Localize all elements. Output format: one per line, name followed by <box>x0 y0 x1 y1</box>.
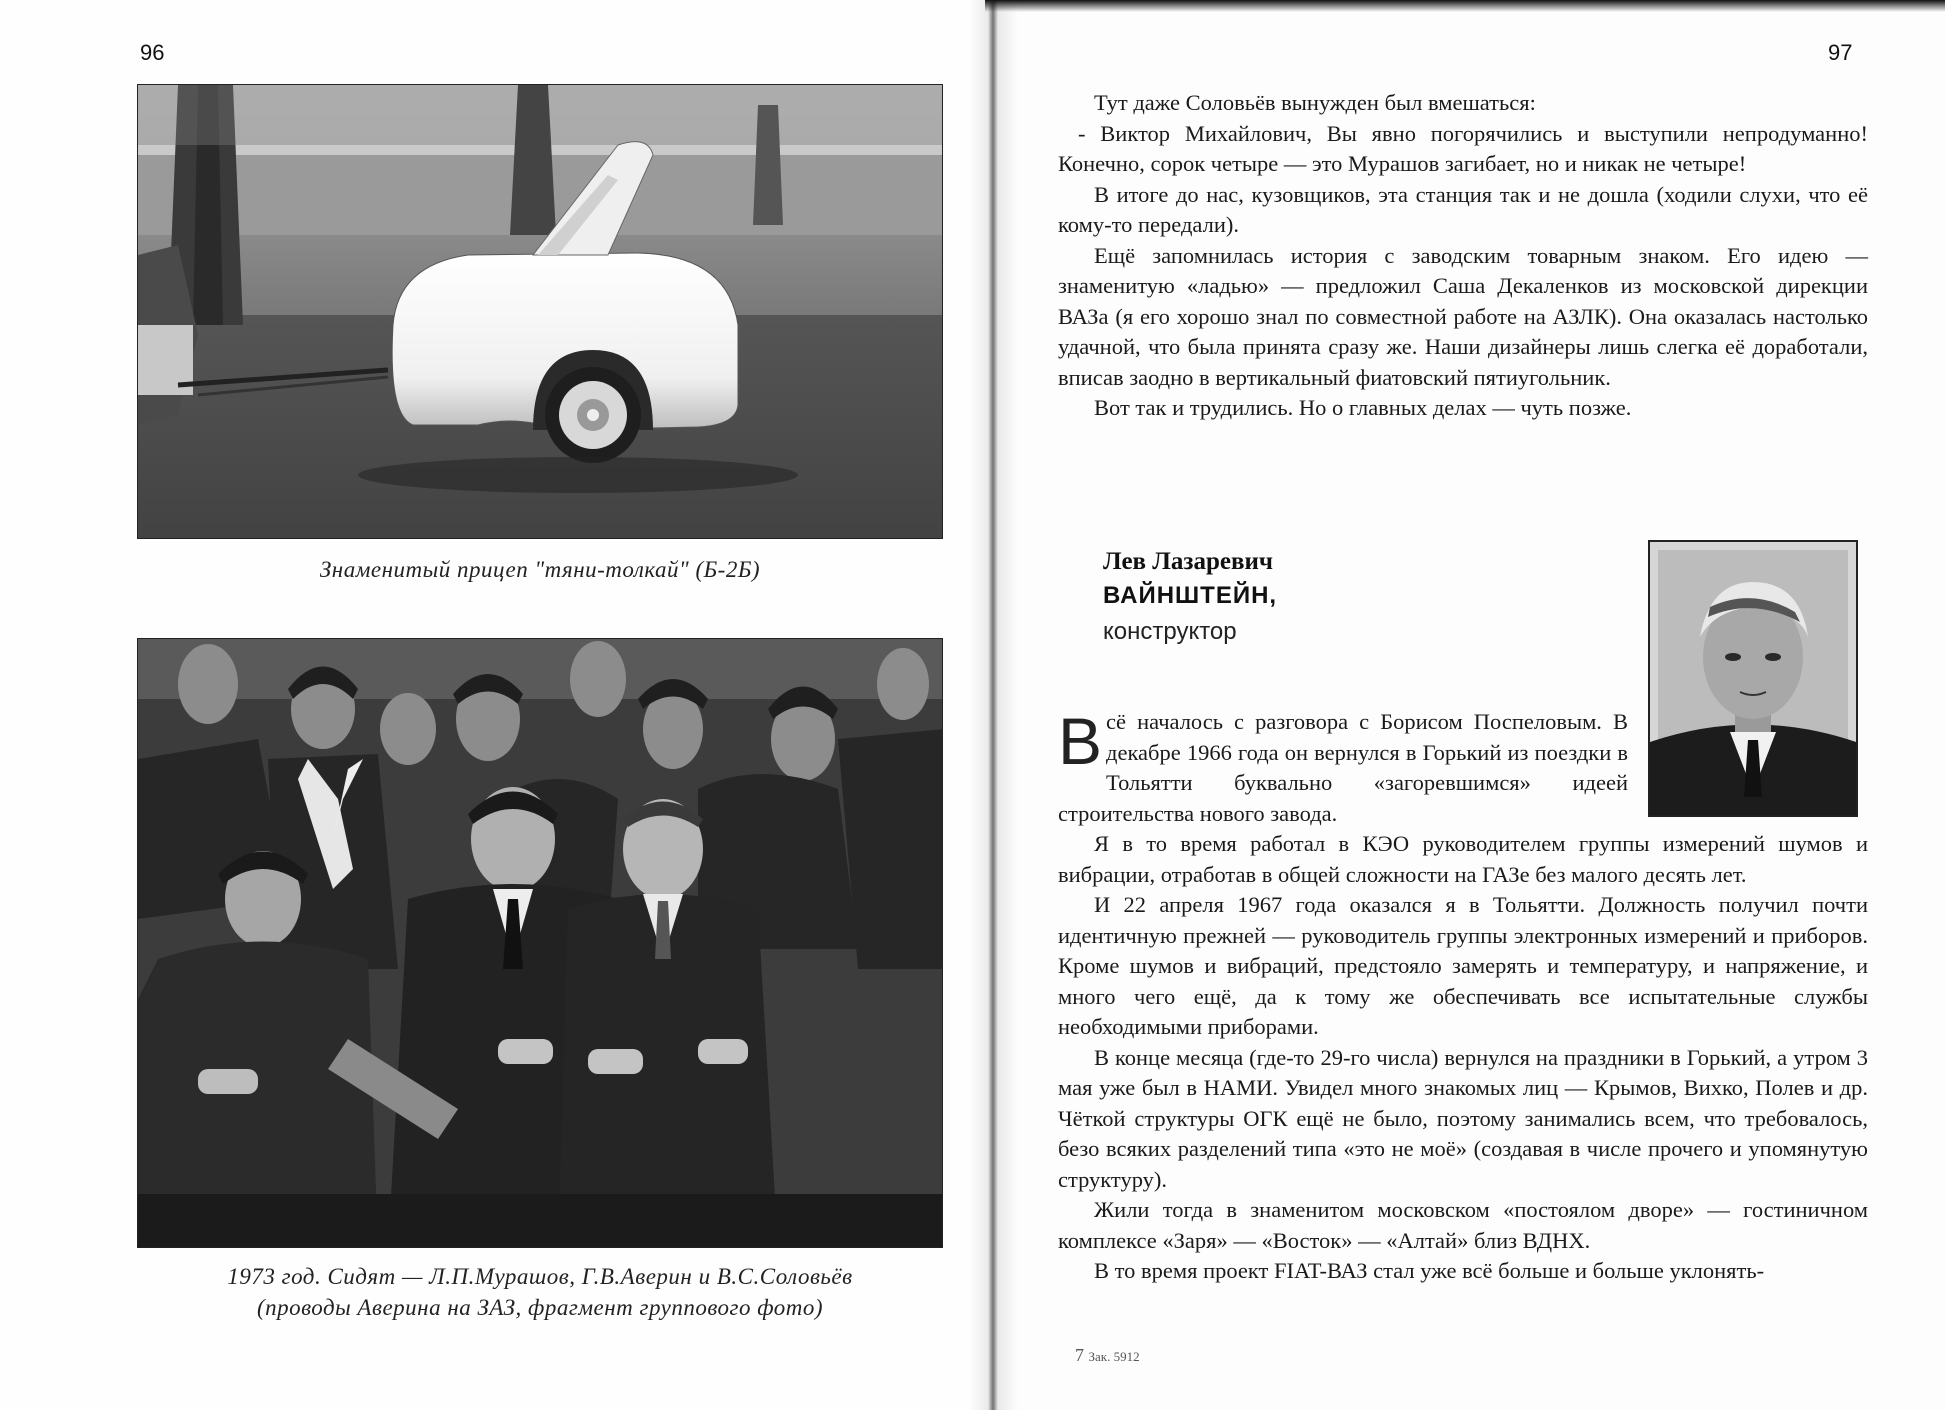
footer-signature <box>1075 1345 1140 1366</box>
page-number-left: 96 <box>140 40 165 65</box>
paragraph: Тут даже Соловьёв вынужден был вмешаться: <box>1094 90 1536 115</box>
group-photo-image <box>138 639 943 1248</box>
footer-order-number: Зак. 5912 <box>1088 1349 1140 1364</box>
text-block-bottom <box>1058 704 1868 1287</box>
paragraph: В конце месяца (где-то 29-го числа) вернулся на праздники в Горький, а утром 3 мая уже был в НАМИ. Увидел много знакомых лиц — Крымов, Вихко, Полев и др. Чёткой структуры ОГК ещё не было, поэтому занимались всем, что требовалось, безо всяких разделений типа «это не моё» (создавая в числе прочего и упомянутую структуру). <box>1058 1044 1868 1192</box>
paragraph: В то время проект FIAT-ВАЗ стал уже всё больше и больше уклонять- <box>1094 1258 1765 1283</box>
paragraph: Жили тогда в знаменитом московском «постоялом дворе» — гостиничном комплексе «Заря» — «Восток» — «Алтай» близ ВДНХ. <box>1058 1197 1868 1253</box>
photo-group <box>137 638 943 1248</box>
paragraph: Я в то время работал в КЭО руководителем группы измерений шумов и вибрации, отработав в общей сложности на ГАЗе без малого десять лет. <box>1058 831 1868 887</box>
paragraph-first <box>1058 704 1628 829</box>
first-paragraph-text: сё началось с разговора с Борисом Поспеловым. В декабре 1966 года он вернулся в Горький из поездки в Тольятти буквально «загоревшимся» идеей строительства нового завода. <box>1058 709 1628 826</box>
caption-trailer: Знаменитый прицеп "тяни-толкай" (Б-2Б) <box>319 557 761 582</box>
caption-group-line1: 1973 год. Сидят — Л.П.Мурашов, Г.В.Аверин и В.С.Соловьёв <box>227 1264 853 1289</box>
trailer-photo-image <box>138 85 943 539</box>
right-page <box>993 0 1945 1410</box>
page-number-right: 97 <box>1828 40 1853 65</box>
paragraph: - Виктор Михайлович, Вы явно погорячились и выступили непродуманно! Конечно, сорок четыре — это Мурашов загибает, но и никак не четыре! <box>1058 120 1868 176</box>
author-last-name: ВАЙНШТЕЙН, <box>1103 582 1278 609</box>
author-first-names: Лев Лазаревич <box>1103 548 1273 575</box>
dropcap-letter: В <box>1058 704 1103 778</box>
text-block-top <box>1058 88 1868 424</box>
footer-signature-number: 7 <box>1075 1345 1084 1365</box>
paragraph: В итоге до нас, кузовщиков, эта станция так и не дошла (ходили слухи, что её кому-то передали). <box>1058 181 1868 237</box>
photo-trailer <box>137 84 943 539</box>
author-role: конструктор <box>1103 618 1237 645</box>
caption-group-line2: (проводы Аверина на ЗАЗ, фрагмент группового фото) <box>256 1295 824 1320</box>
paragraph: Вот так и трудились. Но о главных делах — чуть позже. <box>1094 395 1632 420</box>
paragraph: И 22 апреля 1967 года оказался я в Тольятти. Должность получил почти идентичную прежней — руководитель группы электронных измерений и приборов. Кроме шумов и вибраций, предстояло замерять и температуру, и напряжение, и много чего ещё, да к тому же обеспечивать все испытательные службы необходимыми приборами. <box>1058 892 1868 1039</box>
paragraph: Ещё запомнилась история с заводским товарным знаком. Его идею — знаменитую «ладью» — предложил Саша Декаленков из московской дирекции ВАЗа (я его хорошо знал по совместной работе на АЗЛК). Она оказалась настолько удачной, что была принята сразу же. Наши дизайнеры лишь слегка её доработали, вписав заодно в вертикальный фиатовский пятиугольник. <box>1058 242 1868 390</box>
